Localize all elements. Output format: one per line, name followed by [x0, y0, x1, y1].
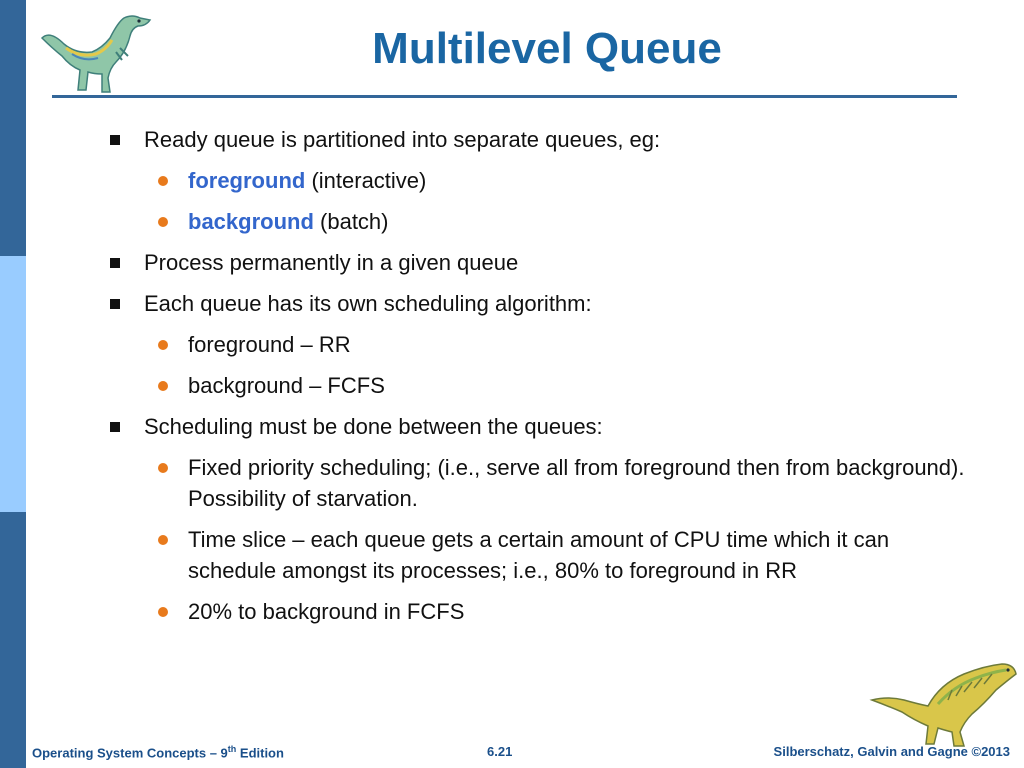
- slide-title: Multilevel Queue: [372, 24, 722, 73]
- bullet-4-sub-3: [100, 596, 980, 627]
- bullet-2: [100, 247, 980, 278]
- bullet-1-sub-1-text: (interactive): [305, 168, 427, 193]
- sidebar-segment-middle: [0, 256, 26, 512]
- bullet-3-sub-1-text: foreground – RR: [188, 332, 351, 357]
- bullet-4: [100, 411, 980, 442]
- bullet-4-text: Scheduling must be done between the queues:: [144, 414, 603, 439]
- bullet-1-sub-1: [100, 165, 980, 196]
- round-bullet-icon: [158, 217, 168, 227]
- sidebar-decoration: [0, 0, 26, 768]
- keyword-background: background: [188, 209, 314, 234]
- footer-book-title-prefix: Operating System Concepts – 9: [32, 745, 228, 761]
- square-bullet-icon: [110, 422, 120, 432]
- square-bullet-icon: [110, 258, 120, 268]
- bullet-2-text: Process permanently in a given queue: [144, 250, 519, 275]
- round-bullet-icon: [158, 607, 168, 617]
- bullet-1-text: Ready queue is partitioned into separate queues, eg:: [144, 127, 661, 152]
- bullet-4-sub-1: [100, 452, 980, 514]
- footer-edition-sup: th: [227, 744, 237, 754]
- dinosaur-bottom-right-icon: [868, 660, 1018, 748]
- bullet-3-sub-2: [100, 370, 980, 401]
- square-bullet-icon: [110, 135, 120, 145]
- footer-book-title: [32, 744, 284, 760]
- round-bullet-icon: [158, 535, 168, 545]
- round-bullet-icon: [158, 463, 168, 473]
- keyword-foreground: foreground: [188, 168, 306, 193]
- bullet-4-sub-1-text: Fixed priority scheduling; (i.e., serve all from foreground then from background). Possibility of starvation.: [188, 455, 965, 511]
- square-bullet-icon: [110, 299, 120, 309]
- round-bullet-icon: [158, 381, 168, 391]
- title-divider: [52, 95, 957, 98]
- sidebar-segment-bottom: [0, 512, 26, 768]
- footer-slide-number: 6.21: [487, 744, 513, 759]
- bullet-3-text: Each queue has its own scheduling algorithm:: [144, 291, 592, 316]
- round-bullet-icon: [158, 340, 168, 350]
- bullet-4-sub-2: [100, 524, 980, 586]
- bullet-3-sub-2-text: background – FCFS: [188, 373, 385, 398]
- bullet-1-sub-2: [100, 206, 980, 237]
- bullet-1: [100, 124, 980, 155]
- footer-authors: Silberschatz, Galvin and Gagne ©2013: [773, 744, 1010, 759]
- round-bullet-icon: [158, 176, 168, 186]
- bullet-1-sub-2-text: (batch): [313, 209, 389, 234]
- bullet-list: [100, 124, 980, 637]
- footer-book-title-suffix: Edition: [236, 745, 284, 761]
- sidebar-segment-top: [0, 0, 26, 256]
- bullet-4-sub-3-text: 20% to background in FCFS: [188, 599, 465, 624]
- dinosaur-top-left-icon: [36, 8, 156, 96]
- bullet-3-sub-1: [100, 329, 980, 360]
- bullet-3: [100, 288, 980, 319]
- bullet-4-sub-2-text: Time slice – each queue gets a certain amount of CPU time which it can schedule amongst its processes; i.e., 80% to foreground in RR: [188, 527, 890, 583]
